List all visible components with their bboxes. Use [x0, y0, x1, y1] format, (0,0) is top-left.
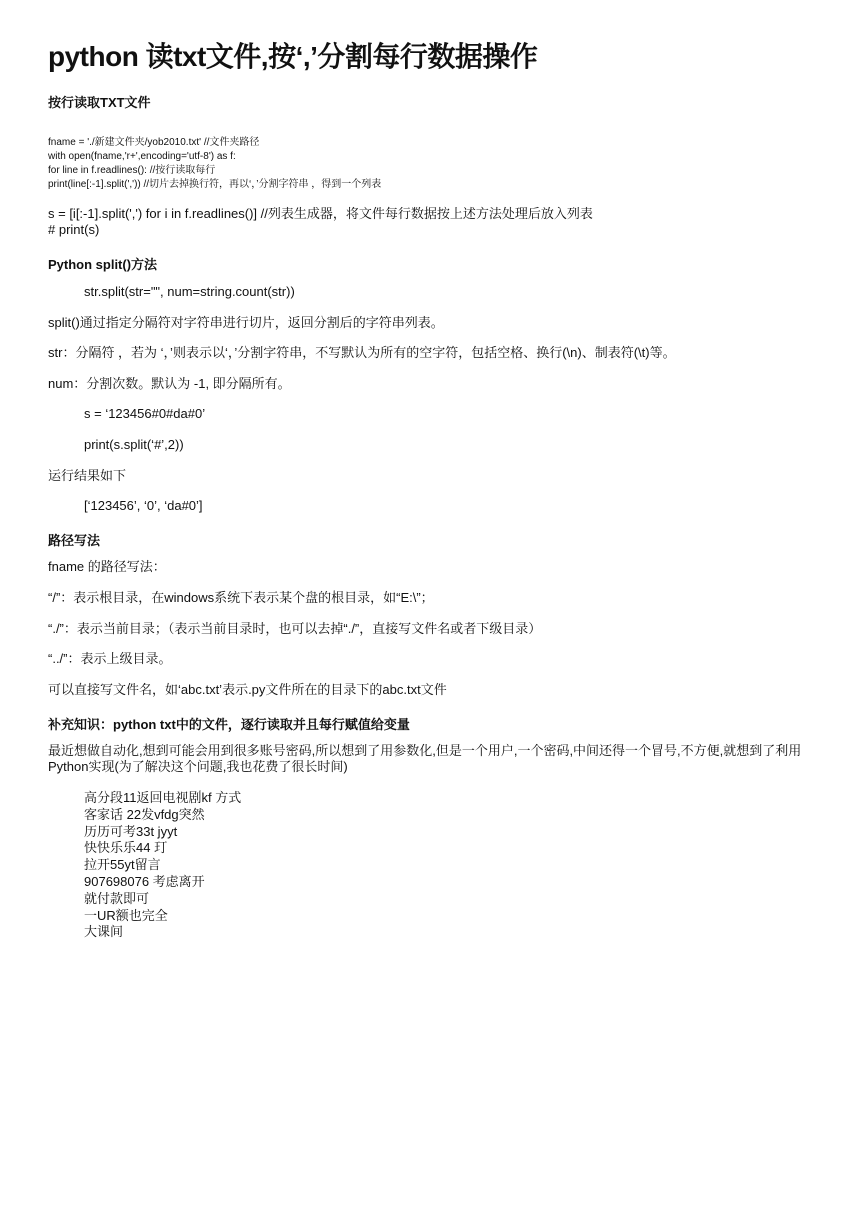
path-root: “/”：表示根目录，在windows系统下表示某个盘的根目录，如“E:\”； — [48, 590, 434, 605]
code-line: fname = './新建文件夹/yob2010.txt' //文件夹路径 — [48, 137, 260, 148]
split-description: split()通过指定分隔符对字符串进行切片，返回分割后的字符串列表。 — [48, 315, 444, 330]
list-item: 高分段11返回电视剧kf 方式 — [84, 790, 242, 805]
list-item: 快快乐乐44 玎 — [84, 840, 168, 856]
list-item: 一UR额也完全 — [84, 907, 168, 923]
list-item: 907698076 考虑离开 — [84, 873, 205, 889]
list-item: 客家话 22发vfdg突然 — [84, 806, 205, 822]
example-assign: s = ‘123456#0#da#0’ — [84, 406, 206, 421]
path-current: “./”：表示当前目录；（表示当前目录时，也可以去掉“./”，直接写文件名或者下级目录） — [48, 621, 542, 636]
code-line: for line in f.readlines(): //按行读取每行 — [48, 165, 216, 176]
section-heading-read-txt: 按行读取TXT文件 — [48, 95, 151, 110]
list-item: 拉开55yt留言 — [84, 857, 161, 873]
list-item: 大课间 — [84, 924, 124, 940]
split-syntax: str.split(str="", num=string.count(str)) — [84, 284, 295, 299]
list-item: 历历可考33t jyyt — [84, 823, 178, 839]
example-print: print(s.split(‘#’,2)) — [84, 437, 184, 452]
code-line: print(line[:-1].split(',')) //切片去掉换行符，再以‘，’分割字符串 ，得到一个列表 — [48, 179, 382, 190]
section-heading-paths: 路径写法 — [48, 533, 101, 548]
example-result: [‘123456’, ‘0’, ‘da#0’] — [84, 498, 203, 513]
result-label: 运行结果如下 — [48, 468, 127, 483]
path-direct: 可以直接写文件名，如‘abc.txt’表示.py文件所在的目录下的abc.txt文件 — [48, 682, 447, 697]
page-title: python 读txt文件,按‘,’分割每行数据操作 — [48, 41, 538, 72]
paths-intro: fname 的路径写法： — [48, 559, 166, 574]
param-num-description: num：分割次数。默认为 -1, 即分隔所有。 — [48, 376, 291, 391]
section-heading-supplement: 补充知识：python txt中的文件，逐行读取并且每行赋值给变量 — [48, 717, 410, 732]
code-line: s = [i[:-1].split(',') for i in f.readlines()] //列表生成器，将文件每行数据按上述方法处理后放入列表 — [48, 206, 593, 221]
code-block-read-file — [48, 136, 381, 192]
sample-lines-list — [84, 790, 241, 941]
section-heading-split: Python split()方法 — [48, 257, 158, 272]
supplement-paragraph: 最近想做自动化,想到可能会用到很多账号密码,所以想到了用参数化,但是一个用户,一个密码,中间还得一个冒号,不方便,就想到了利用Python实现(为了解决这个问题,我也花费了很长时间) — [48, 743, 802, 774]
code-line: with open(fname,'r+',encoding='utf-8') as f: — [48, 151, 236, 162]
path-parent: “../”：表示上级目录。 — [48, 651, 172, 666]
code-block-list-comprehension — [48, 206, 593, 238]
code-line: # print(s) — [48, 222, 100, 237]
param-str-description: str：分隔符 ，若为 ‘，’则表示以‘，’分割字符串，不写默认为所有的空字符，包括空格、换行(\n)、制表符(\t)等。 — [48, 345, 676, 360]
list-item: 就付款即可 — [84, 890, 150, 906]
